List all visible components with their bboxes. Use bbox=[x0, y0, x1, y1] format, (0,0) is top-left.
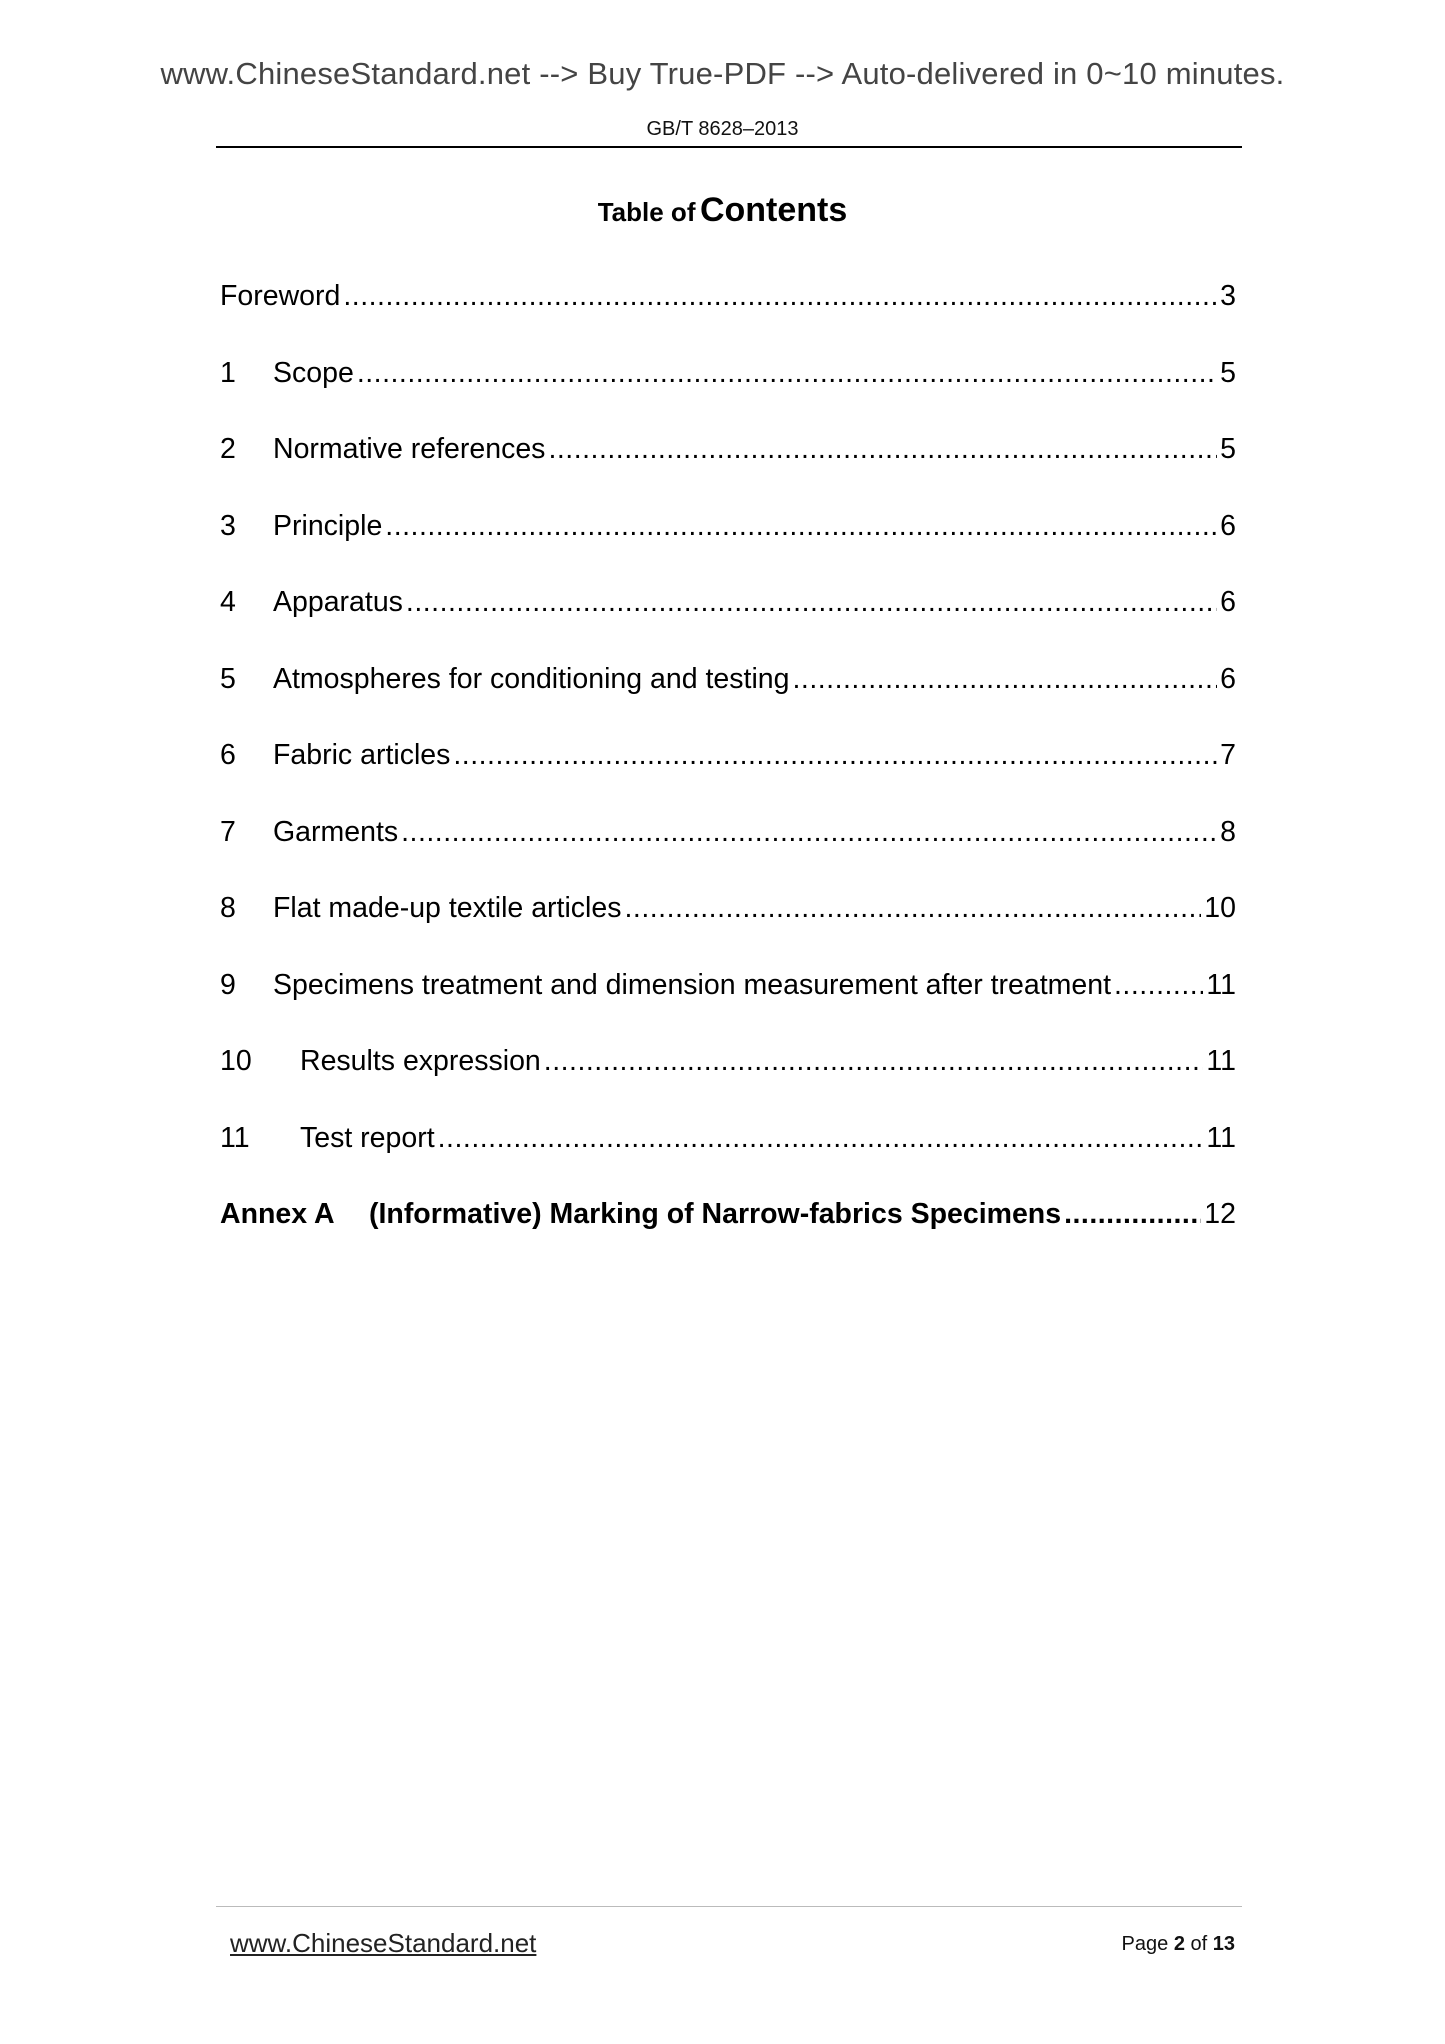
toc-leader-dots bbox=[548, 433, 1217, 466]
toc-entry-label: Principle bbox=[273, 509, 383, 542]
toc-leader-dots bbox=[453, 739, 1217, 772]
toc-entry-label: Atmospheres for conditioning and testing bbox=[273, 662, 790, 695]
toc-leader-dots bbox=[406, 586, 1217, 619]
toc-entry-atmospheres[interactable] bbox=[220, 663, 1236, 740]
toc-entry-page: 7 bbox=[1220, 739, 1236, 771]
toc-entry-fabric-articles[interactable] bbox=[220, 739, 1236, 816]
toc-entry-label: Scope bbox=[273, 356, 354, 389]
toc-entry-page: 11 bbox=[1206, 968, 1236, 1001]
toc-entry-page: 5 bbox=[1220, 356, 1236, 389]
toc-leader-dots bbox=[544, 1045, 1204, 1078]
toc-entry-label: Apparatus bbox=[273, 586, 403, 618]
toc-entry-foreword[interactable] bbox=[220, 280, 1236, 357]
toc-entry-number: 4 bbox=[220, 586, 236, 618]
toc-leader-dots bbox=[1064, 1198, 1201, 1231]
toc-entry-label: Test report bbox=[300, 1121, 435, 1154]
toc-entry-label: Flat made-up textile articles bbox=[273, 892, 622, 924]
toc-entry-page: 11 bbox=[1206, 1121, 1236, 1154]
toc-leader-dots bbox=[385, 510, 1217, 543]
toc-entry-page: 5 bbox=[1220, 433, 1236, 465]
toc-title-part2: Contents bbox=[699, 191, 848, 229]
header-divider bbox=[216, 146, 1242, 148]
toc-entry-page: 11 bbox=[1206, 1045, 1236, 1077]
toc-entry-number: 1 bbox=[220, 356, 236, 389]
toc-entry-specimens-treatment[interactable] bbox=[220, 969, 1236, 1046]
footer-site-link[interactable]: www.ChineseStandard.net bbox=[230, 1928, 537, 1958]
toc-entry-number: 8 bbox=[220, 892, 236, 924]
toc-leader-dots bbox=[343, 280, 1217, 313]
toc-entry-number: 11 bbox=[220, 1121, 250, 1154]
page-current: 2 bbox=[1173, 1933, 1185, 1955]
toc-entry-label: Results expression bbox=[300, 1045, 541, 1077]
toc-entry-test-report[interactable] bbox=[220, 1122, 1236, 1199]
toc-entry-number: 6 bbox=[220, 739, 236, 771]
toc-entry-principle[interactable] bbox=[220, 510, 1236, 587]
page-prefix: Page bbox=[1121, 1933, 1169, 1955]
header-banner: www.ChineseStandard.net --> Buy True-PDF --> Auto-delivered in 0~10 minutes. bbox=[160, 56, 1285, 91]
toc-leader-dots bbox=[792, 663, 1217, 696]
toc-entry-number: 9 bbox=[220, 968, 236, 1001]
toc-entry-garments[interactable] bbox=[220, 816, 1236, 893]
toc-entry-label: (Informative) Marking of Narrow-fabrics Specimens bbox=[369, 1198, 1062, 1230]
table-of-contents bbox=[220, 280, 1236, 1275]
toc-entry-label: Specimens treatment and dimension measurement after treatment bbox=[273, 968, 1111, 1001]
toc-entry-page: 10 bbox=[1204, 892, 1236, 924]
toc-leader-dots bbox=[1114, 969, 1203, 1002]
toc-entry-number: 10 bbox=[220, 1045, 252, 1077]
toc-entry-page: 12 bbox=[1204, 1198, 1236, 1230]
toc-entry-label: Foreword bbox=[220, 280, 341, 312]
toc-title bbox=[0, 191, 1445, 230]
toc-entry-page: 6 bbox=[1220, 509, 1236, 542]
toc-entry-page: 3 bbox=[1220, 280, 1236, 312]
toc-entry-apparatus[interactable] bbox=[220, 586, 1236, 663]
toc-entry-number: 2 bbox=[220, 433, 236, 465]
toc-entry-flat-made-up[interactable] bbox=[220, 892, 1236, 969]
standard-code: GB/T 8628–2013 bbox=[646, 118, 799, 140]
toc-entry-normative-references[interactable] bbox=[220, 433, 1236, 510]
toc-leader-dots bbox=[438, 1122, 1204, 1155]
footer-divider bbox=[216, 1906, 1242, 1907]
page-of: of bbox=[1190, 1933, 1208, 1955]
toc-entry-label: Fabric articles bbox=[273, 739, 451, 771]
toc-entry-label: Normative references bbox=[273, 433, 546, 465]
toc-entry-label: Garments bbox=[273, 815, 399, 848]
toc-leader-dots bbox=[401, 816, 1217, 849]
toc-entry-number: 5 bbox=[220, 662, 236, 695]
toc-entry-results-expression[interactable] bbox=[220, 1045, 1236, 1122]
toc-entry-number: 7 bbox=[220, 815, 236, 848]
page-total: 13 bbox=[1212, 1933, 1235, 1955]
toc-entry-number: 3 bbox=[220, 509, 236, 542]
toc-entry-page: 6 bbox=[1220, 586, 1236, 618]
toc-leader-dots bbox=[357, 357, 1217, 390]
page-indicator bbox=[1122, 1933, 1235, 1956]
toc-entry-page: 8 bbox=[1220, 815, 1236, 848]
toc-title-part1: Table of bbox=[597, 197, 696, 227]
toc-entry-page: 6 bbox=[1220, 662, 1236, 695]
toc-entry-scope[interactable] bbox=[220, 357, 1236, 434]
toc-entry-number: Annex A bbox=[220, 1198, 335, 1230]
toc-leader-dots bbox=[624, 892, 1201, 925]
toc-entry-annex-a[interactable] bbox=[220, 1198, 1236, 1275]
